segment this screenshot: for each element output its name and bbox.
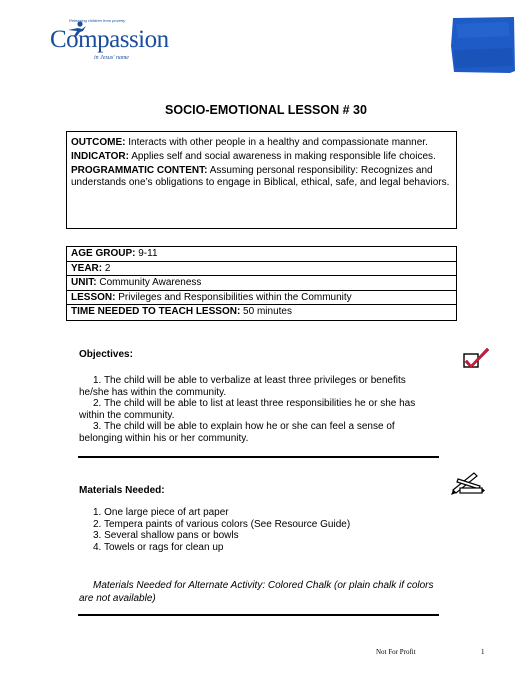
info-row-time (67, 305, 456, 320)
objective-line: within the community. (79, 409, 175, 421)
objective-line: 2. The child will be able to list at least three responsibilities he or she has (93, 398, 416, 410)
content-text: Assuming personal responsibility: Recognizes and understands one’s obligations to engage in Biblical, ethical, safe, and legal behaviors. (71, 165, 450, 188)
material-item: 1. One large piece of art paper (93, 507, 229, 518)
objectives-list (79, 375, 449, 445)
page-number: 1 (481, 648, 485, 656)
objectives-heading: Objectives: (79, 349, 133, 360)
materials-heading: Materials Needed: (79, 485, 165, 496)
objective-item (79, 375, 449, 398)
objective-item (79, 398, 449, 421)
info-label: LESSON: (71, 291, 116, 303)
info-label: YEAR: (71, 262, 103, 274)
checkbox-check-icon (462, 346, 490, 370)
section-divider (78, 456, 439, 458)
objective-line: 3. The child will be able to explain how he or she can feel a sense of (93, 421, 395, 433)
alternate-materials-text: Materials Needed for Alternate Activity: Colored Chalk (or plain chalk if colors are not available) (79, 580, 434, 604)
info-value: 9-11 (135, 248, 158, 259)
lesson-title: SOCIO-EMOTIONAL LESSON # 30 (165, 103, 367, 117)
info-label: TIME NEEDED TO TEACH LESSON: (71, 306, 241, 318)
material-item: 3. Several shallow pans or bowls (93, 530, 239, 542)
logo-tagline: Releasing children from poverty (69, 18, 126, 23)
logo-subtitle: in Jesus' name (94, 55, 129, 61)
info-row-unit (67, 276, 456, 291)
info-row-year (67, 262, 456, 277)
content-label: PROGRAMMATIC CONTENT: (71, 165, 208, 176)
footer-notice: Not For Profit (376, 648, 416, 656)
materials-list (79, 507, 449, 553)
objective-item (79, 421, 449, 444)
info-value: 50 minutes (240, 306, 292, 318)
info-label: UNIT: (71, 277, 97, 289)
material-item: 2. Tempera paints of various colors (See Resource Guide) (93, 518, 351, 530)
info-row-age (67, 247, 456, 262)
blue-paint-patch (450, 16, 516, 74)
objective-line: 1. The child will be able to verbalize at least three privileges or benefits (93, 375, 406, 386)
logo-name: Compassion (50, 26, 169, 53)
info-row-lesson (67, 291, 456, 306)
outcome-text: Interacts with other people in a healthy and compassionate manner. (125, 137, 428, 148)
art-supplies-icon (450, 470, 486, 496)
info-label: AGE GROUP: (71, 248, 136, 259)
outcome-box (66, 131, 457, 229)
lesson-info-box (66, 246, 457, 321)
indicator-line (71, 151, 452, 163)
objective-line: belonging within his or her community. (79, 432, 249, 444)
content-line (71, 165, 452, 189)
outcome-label: OUTCOME: (71, 137, 126, 148)
info-value: 2 (102, 262, 111, 274)
section-divider (78, 614, 439, 616)
objective-line: he/she has within the community. (79, 386, 227, 398)
indicator-label: INDICATOR: (71, 151, 129, 162)
compassion-logo (50, 18, 170, 70)
alternate-materials (79, 579, 449, 605)
material-item: 4. Towels or rags for clean up (93, 541, 224, 553)
info-value: Community Awareness (96, 277, 202, 289)
outcome-line (71, 137, 452, 149)
indicator-text: Applies self and social awareness in making responsible life choices. (128, 151, 436, 162)
info-value: Privileges and Responsibilities within the Community (115, 291, 352, 303)
